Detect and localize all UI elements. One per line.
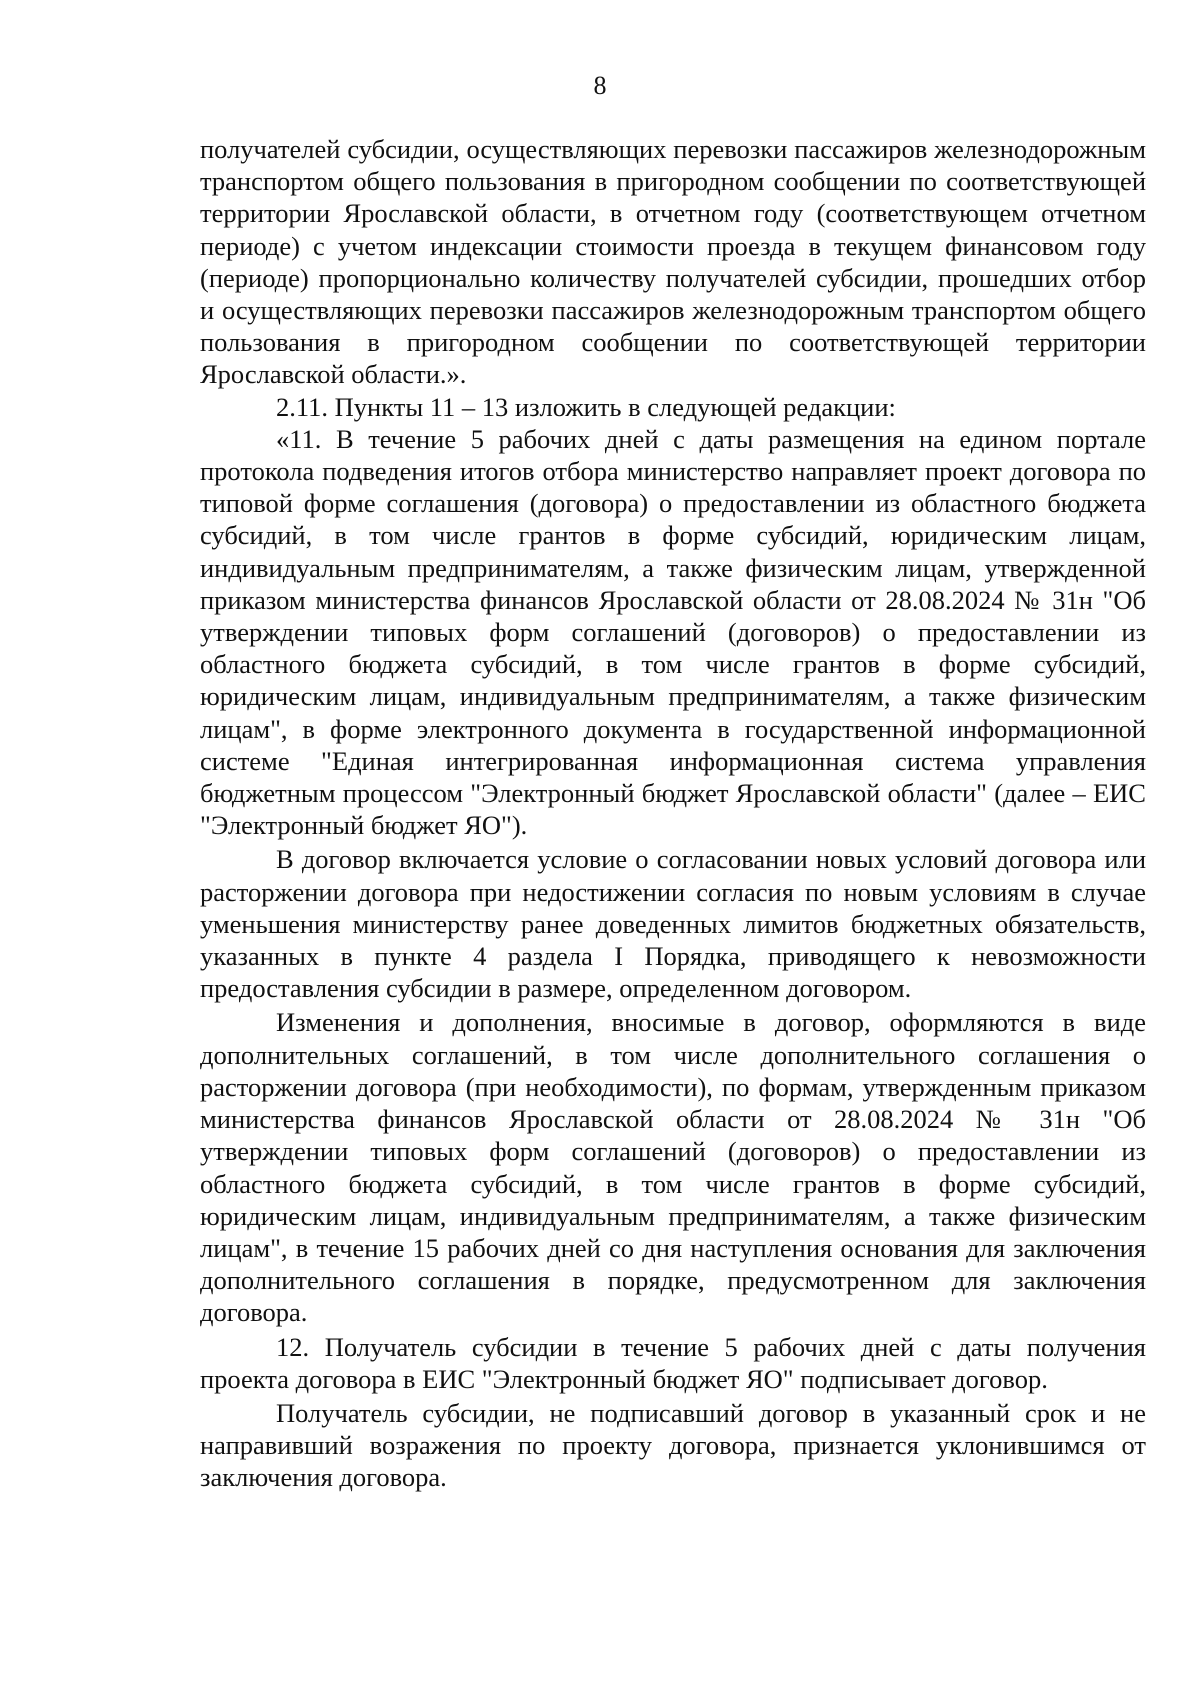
paragraph-item-11: «11. В течение 5 рабочих дней с даты размещения на едином портале протокола подведения итогов отбора министерство направляет проект договора по типовой форме соглашения (договора) о предоставлении из областного бюджета субсидий, в том числе грантов в форме субсидий, юридическим лицам, индивидуальным предпринимателям, а также физическим лицам, утвержденной приказом министерства финансов Ярославской области от 28.08.2024 № 31н "Об утверждении типовых форм соглашений (договоров) о предоставлении из областного бюджета субсидий, в том числе грантов в форме субсидий, юридическим лицам, индивидуальным предпринимателям, а также физическим лицам", в форме электронного документа в государственной информационной системе "Единая интегрированная информационная система управления бюджетным процессом "Электронный бюджет Ярославской области" (далее – ЕИС "Электронный бюджет ЯО"). xyxy=(200,423,1146,841)
paragraph-amendments: Изменения и дополнения, вносимые в договор, оформляются в виде дополнительных соглашений, в том числе дополнительного соглашения о расторжении договора (при необходимости), по формам, утвержденным приказом министерства финансов Ярославской области от 28.08.2024 № 31н "Об утверждении типовых форм соглашений (договоров) о предоставлении из областного бюджета субсидий, в том числе грантов в форме субсидий, юридическим лицам, индивидуальным предпринимателям, а также физическим лицам", в течение 15 рабочих дней со дня наступления основания для заключения дополнительного соглашения в порядке, предусмотренном для заключения договора. xyxy=(200,1007,1146,1328)
paragraph-clause-2-11: 2.11. Пункты 11 – 13 изложить в следующей редакции: xyxy=(276,391,896,422)
paragraph-item-12: 12. Получатель субсидии в течение 5 рабочих дней с даты получения проекта договора в ЕИС "Электронный бюджет ЯО" подписывает договор. xyxy=(200,1331,1146,1394)
document-body xyxy=(200,133,1146,1494)
page-number: 8 xyxy=(593,71,607,100)
paragraph-contract-condition: В договор включается условие о согласовании новых условий договора или расторжении договора при недостижении согласия по новым условиям в случае уменьшения министерству ранее доведенных лимитов бюджетных обязательств, указанных в пункте 4 раздела I Порядка, приводящего к невозможности предоставления субсидии в размере, определенном договором. xyxy=(200,844,1146,1004)
paragraph-evasion: Получатель субсидии, не подписавший договор в указанный срок и не направивший возражения по проекту договора, признается уклонившимся от заключения договора. xyxy=(200,1397,1146,1493)
paragraph-continuation: получателей субсидии, осуществляющих перевозки пассажиров железнодорожным транспортом общего пользования в пригородном сообщении по соответствующей территории Ярославской области, в отчетном году (соответствующем отчетном периоде) с учетом индексации стоимости проезда в текущем финансовом году (периоде) пропорционально количеству получателей субсидии, прошедших отбор и осуществляющих перевозки пассажиров железнодорожным транспортом общего пользования в пригородном сообщении по соответствующей территории Ярославской области.». xyxy=(200,134,1146,390)
